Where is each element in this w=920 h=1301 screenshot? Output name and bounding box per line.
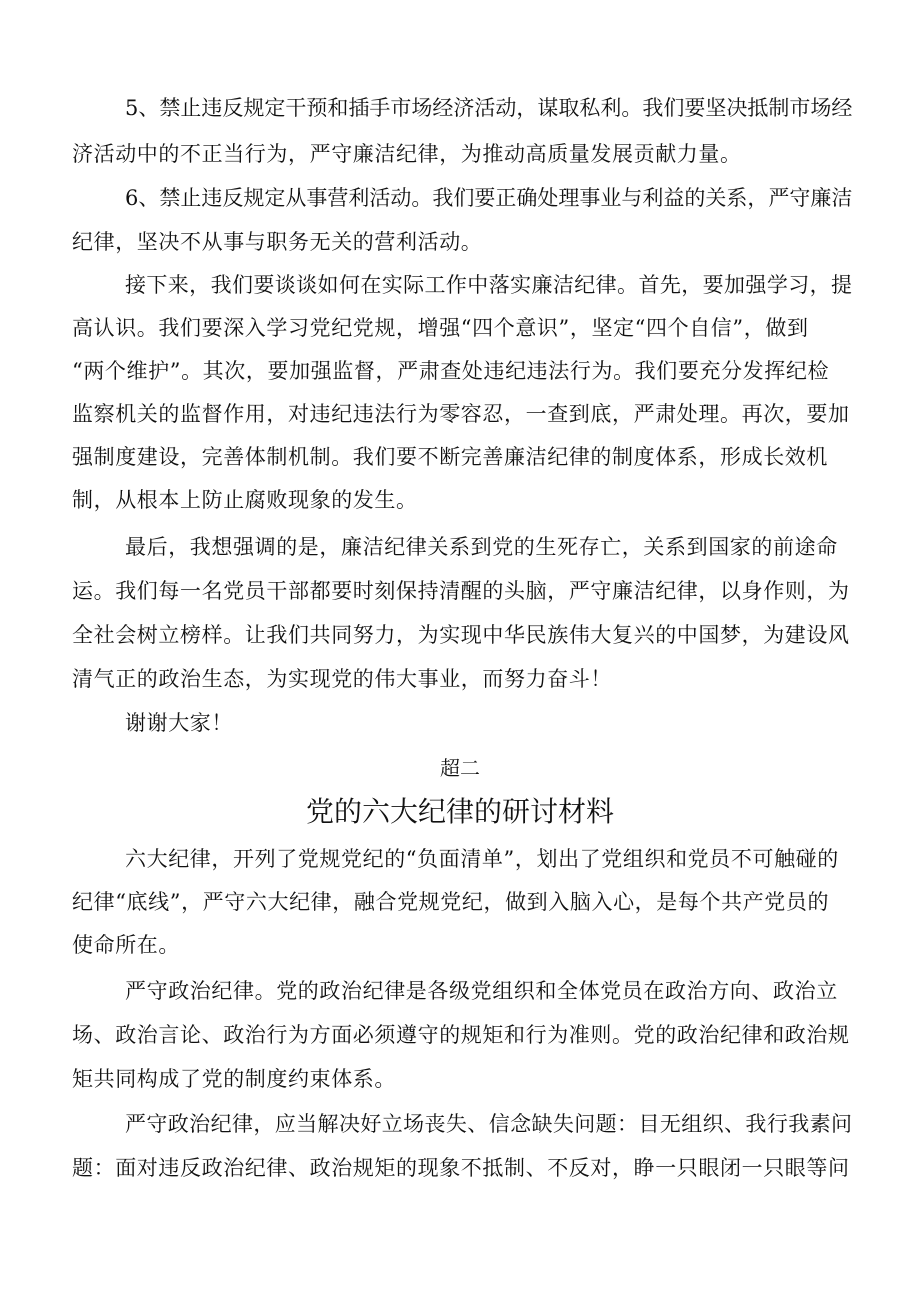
paragraph-1-line-1: 5、禁止违反规定干预和插手市场经济活动，谋取私利。我们要坚决抵制市场经 — [125, 96, 853, 120]
section2-paragraph-1-line-2: 纪律“底线”，严守六大纪律，融合党规党纪，做到入脑入心，是每个共产党员的 — [72, 890, 830, 914]
paragraph-4-line-1: 最后，我想强调的是，廉洁纪律关系到党的生死存亡，关系到国家的前途命 — [125, 535, 838, 559]
paragraph-4-line-4: 清气正的政治生态，为实现党的伟大事业，而努力奋斗！ — [72, 667, 612, 691]
section2-paragraph-1-line-1: 六大纪律，开列了党规党纪的“负面清单”，划出了党组织和党员不可触碰的 — [125, 847, 839, 871]
section2-paragraph-3-line-2: 题：面对违反政治纪律、政治规矩的现象不抵制、不反对，睁一只眼闭一只眼等问 — [72, 1156, 850, 1180]
paragraph-3-line-3: “两个维护”。其次，要加强监督，严肃查处违纪违法行为。我们要充分发挥纪检 — [72, 359, 830, 383]
paragraph-3-line-6: 制，从根本上防止腐败现象的发生。 — [72, 488, 418, 512]
section-label: 超二 — [440, 756, 480, 780]
paragraph-3-line-5: 强制度建设，完善体制机制。我们要不断完善廉洁纪律的制度体系，形成长效机 — [72, 445, 828, 469]
paragraph-2-line-1: 6、禁止违反规定从事营利活动。我们要正确处理事业与利益的关系，严守廉洁 — [125, 186, 853, 210]
section-title: 党的六大纪律的研讨材料 — [305, 795, 614, 828]
paragraph-2-line-2: 纪律，坚决不从事与职务无关的营利活动。 — [72, 230, 483, 254]
paragraph-4-line-3: 全社会树立榜样。让我们共同努力，为实现中华民族伟大复兴的中国梦，为建设风 — [72, 623, 850, 647]
section2-paragraph-2-line-3: 矩共同构成了党的制度约束体系。 — [72, 1067, 396, 1091]
section2-paragraph-2-line-1: 严守政治纪律。党的政治纪律是各级党组织和全体党员在政治方向、政治立 — [125, 979, 838, 1003]
paragraph-4-line-2: 运。我们每一名党员干部都要时刻保持清醒的头脑，严守廉洁纪律，以身作则，为 — [72, 579, 850, 603]
section2-paragraph-1-line-3: 使命所在。 — [72, 933, 180, 957]
paragraph-3-line-4: 监察机关的监督作用，对违纪违法行为零容忍，一查到底，严肃处理。再次，要加 — [72, 402, 850, 426]
paragraph-3-line-1: 接下来，我们要谈谈如何在实际工作中落实廉洁纪律。首先，要加强学习，提 — [125, 273, 853, 297]
section2-paragraph-3-line-1: 严守政治纪律，应当解决好立场丧失、信念缺失问题：目无组织、我行我素问 — [125, 1112, 853, 1136]
paragraph-1-line-2: 济活动中的不正当行为，严守廉洁纪律，为推动高质量发展贡献力量。 — [72, 142, 742, 166]
paragraph-3-line-2: 高认识。我们要深入学习党纪党规，增强“四个意识”，坚定“四个自信”，做到 — [72, 316, 809, 340]
paragraph-5-line-1: 谢谢大家！ — [125, 711, 233, 735]
section2-paragraph-2-line-2: 场、政治言论、政治行为方面必须遵守的规矩和行为准则。党的政治纪律和政治规 — [72, 1023, 850, 1047]
